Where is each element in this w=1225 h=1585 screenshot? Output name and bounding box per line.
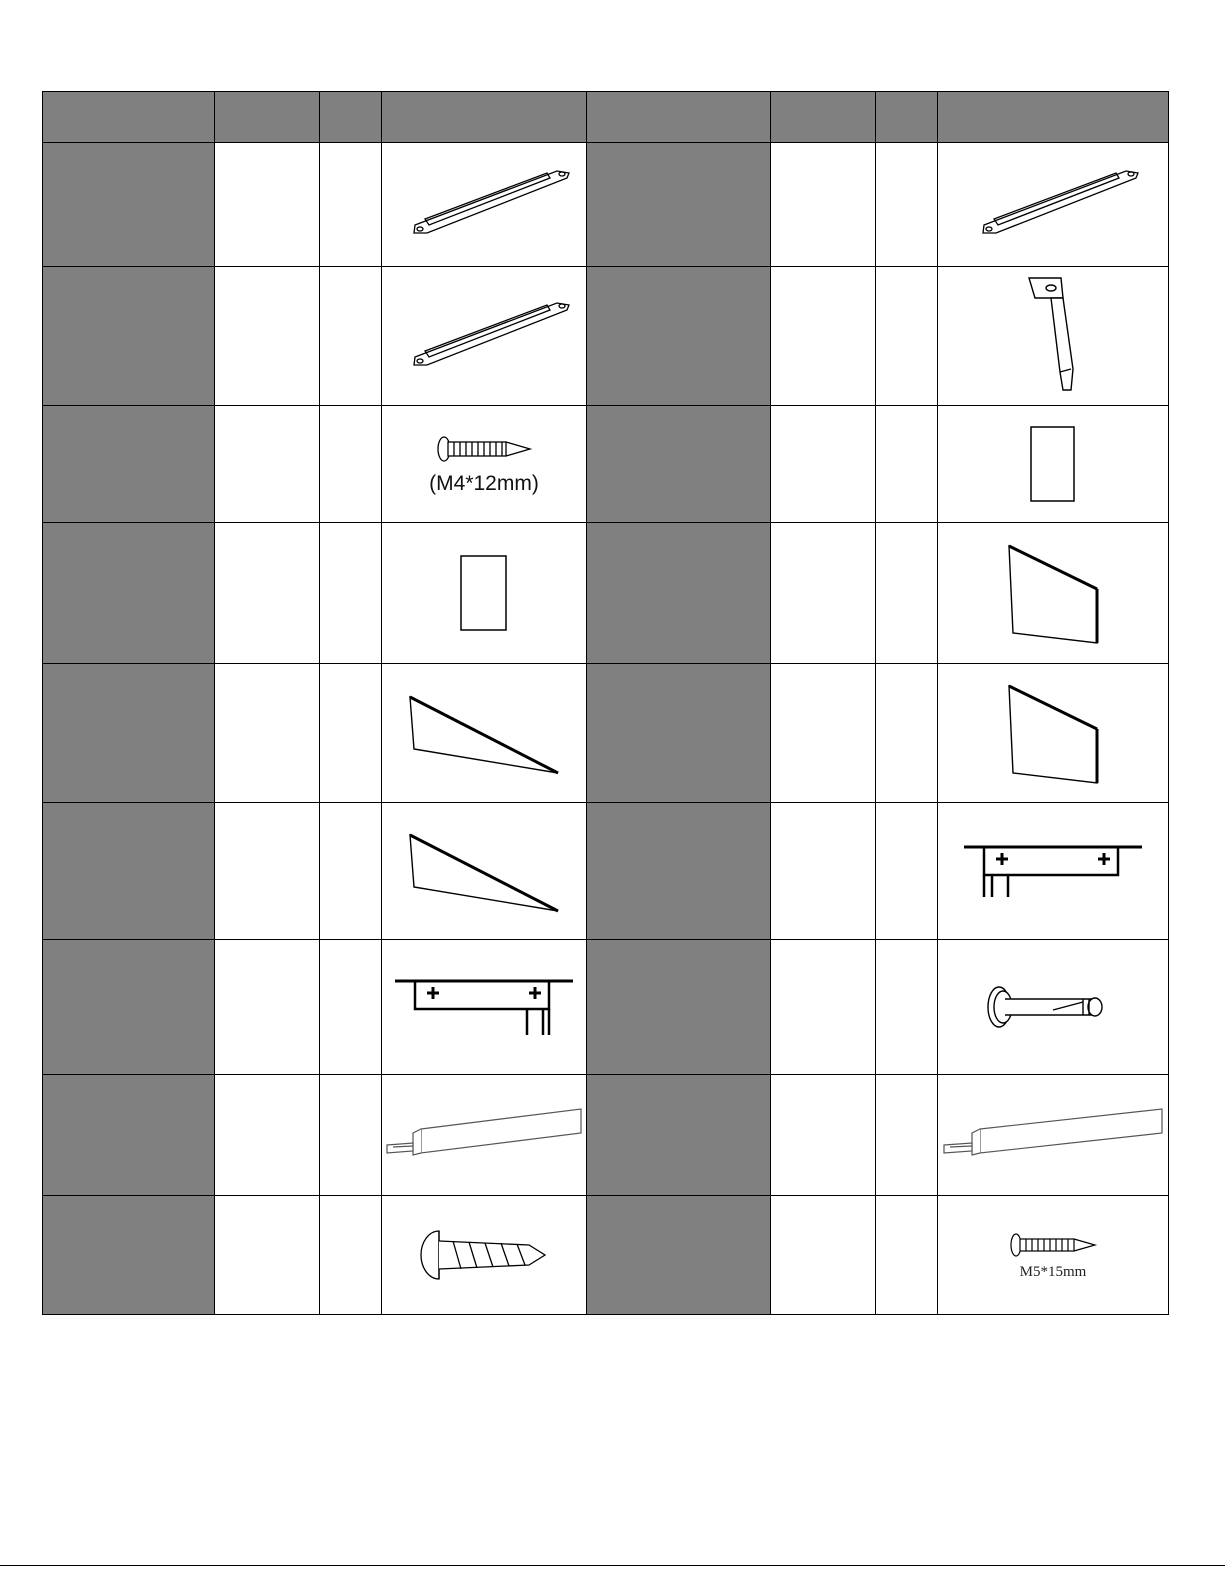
part-code-cell [215, 940, 320, 1075]
screw-size-label: (M4*12mm) [429, 472, 539, 495]
part-qty-cell [876, 1196, 938, 1315]
part-name-cell [587, 267, 771, 406]
triangular-panel-icon [404, 691, 564, 776]
part-qty-cell [320, 143, 382, 267]
part-image-cell [382, 143, 587, 267]
part-qty-cell [876, 143, 938, 267]
part-image-cell [938, 1075, 1169, 1196]
part-qty-cell [320, 940, 382, 1075]
part-code-cell [771, 267, 876, 406]
flat-rail-bar-icon [966, 167, 1141, 242]
part-code-cell [215, 1196, 320, 1315]
table-row [43, 803, 1169, 940]
part-image-cell [938, 143, 1169, 267]
mounting-bracket-right-leg-icon [389, 975, 579, 1040]
part-name-cell [43, 267, 215, 406]
part-qty-cell [320, 523, 382, 664]
part-image-cell [938, 267, 1169, 406]
part-qty-cell [320, 406, 382, 523]
part-qty-cell [876, 940, 938, 1075]
part-code-cell [771, 143, 876, 267]
part-qty-cell [876, 267, 938, 406]
part-name-cell [43, 940, 215, 1075]
header-cell [771, 92, 876, 143]
part-code-cell [771, 523, 876, 664]
part-image-cell [382, 940, 587, 1075]
angled-panel-icon [1003, 681, 1103, 786]
part-image-cell [938, 940, 1169, 1075]
table-header-row [43, 92, 1169, 143]
header-cell [876, 92, 938, 143]
part-image-cell [382, 406, 587, 523]
part-image-cell [938, 523, 1169, 664]
part-qty-cell [320, 664, 382, 803]
header-cell [382, 92, 587, 143]
header-cell [43, 92, 215, 143]
part-code-cell [215, 143, 320, 267]
part-qty-cell [876, 406, 938, 523]
part-image-cell [938, 1196, 1169, 1315]
table-row [43, 406, 1169, 523]
part-name-cell [43, 664, 215, 803]
part-qty-cell [876, 664, 938, 803]
part-name-cell [587, 523, 771, 664]
table-row [43, 940, 1169, 1075]
part-name-cell [587, 940, 771, 1075]
channel-beam-icon [940, 1105, 1166, 1165]
table-row [43, 267, 1169, 406]
part-code-cell [771, 940, 876, 1075]
page-bottom-rule [0, 1565, 1225, 1566]
table-row [43, 143, 1169, 267]
bolt-pin-icon [983, 982, 1123, 1032]
part-image-cell [382, 664, 587, 803]
header-cell [587, 92, 771, 143]
header-cell [320, 92, 382, 143]
screw-size-label: M5*15mm [1019, 1263, 1087, 1280]
part-name-cell [43, 523, 215, 664]
part-name-cell [587, 664, 771, 803]
wood-screw-icon [434, 432, 534, 466]
part-code-cell [771, 664, 876, 803]
part-qty-cell [320, 267, 382, 406]
flat-rail-bar-icon [397, 299, 572, 374]
self-tapping-screw-icon [419, 1227, 549, 1283]
part-image-cell [382, 267, 587, 406]
part-qty-cell [876, 523, 938, 664]
part-image-cell [382, 523, 587, 664]
part-name-cell [587, 143, 771, 267]
part-image-cell [938, 803, 1169, 940]
mounting-bracket-left-leg-icon [958, 841, 1148, 901]
angled-panel-icon [1003, 541, 1103, 646]
part-code-cell [215, 523, 320, 664]
part-name-cell [587, 406, 771, 523]
part-qty-cell [320, 1075, 382, 1196]
part-name-cell [43, 1196, 215, 1315]
part-image-cell [382, 1196, 587, 1315]
part-image-cell [938, 664, 1169, 803]
part-name-cell [587, 803, 771, 940]
rectangular-panel-icon [458, 553, 510, 633]
parts-list-table [42, 91, 1169, 1315]
triangular-panel-icon [404, 829, 564, 914]
part-qty-cell [876, 1075, 938, 1196]
part-image-cell [382, 1075, 587, 1196]
table-row [43, 523, 1169, 664]
flat-rail-bar-icon [397, 167, 572, 242]
l-bracket-leg-icon [1013, 274, 1093, 399]
part-name-cell [587, 1196, 771, 1315]
rectangular-panel-icon [1028, 424, 1078, 504]
part-code-cell [771, 803, 876, 940]
part-name-cell [43, 143, 215, 267]
table-row [43, 1075, 1169, 1196]
part-qty-cell [320, 803, 382, 940]
part-qty-cell [876, 803, 938, 940]
table-row [43, 1196, 1169, 1315]
part-code-cell [215, 664, 320, 803]
part-image-cell [382, 803, 587, 940]
header-cell [215, 92, 320, 143]
part-code-cell [771, 406, 876, 523]
part-name-cell [587, 1075, 771, 1196]
wood-screw-icon [1007, 1230, 1099, 1260]
channel-beam-icon [383, 1105, 585, 1165]
part-code-cell [215, 267, 320, 406]
part-name-cell [43, 1075, 215, 1196]
part-code-cell [215, 1075, 320, 1196]
part-code-cell [215, 406, 320, 523]
part-code-cell [215, 803, 320, 940]
part-name-cell [43, 406, 215, 523]
part-qty-cell [320, 1196, 382, 1315]
part-code-cell [771, 1075, 876, 1196]
part-code-cell [771, 1196, 876, 1315]
header-cell [938, 92, 1169, 143]
part-name-cell [43, 803, 215, 940]
table-row [43, 664, 1169, 803]
part-image-cell [938, 406, 1169, 523]
